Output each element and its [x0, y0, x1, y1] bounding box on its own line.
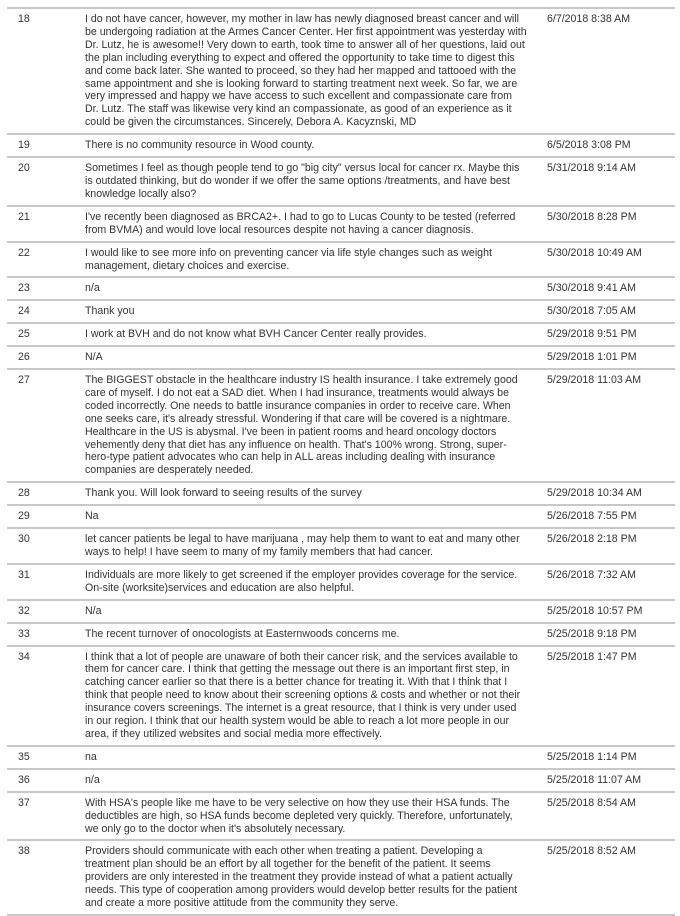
response-text: I think that a lot of people are unaware of both their cancer risk, and the services available to them for cancer care. I think that getting the message out there is an important first step, in catching cancer earlier so that there is a better chance for treating it. With that I think that I think that people need to know about their screening options & costs and whether or not their insurance covers screenings. The internet is a great resource, that I think is very under used in our region. I think that our health system would be able to reach a lot more people in our area, if they utilized websites and social media more effectively. — [85, 650, 521, 740]
response-text: N/a — [85, 604, 102, 617]
response-text: I work at BVH and do not know what BVH Cancer Center really provides. — [85, 328, 427, 341]
table-row — [7, 601, 675, 624]
response-text: n/a — [85, 773, 100, 786]
table-row — [7, 9, 675, 135]
table-row — [7, 770, 675, 793]
response-number: 21 — [18, 210, 30, 223]
response-number: 30 — [18, 533, 30, 546]
response-text: I would like to see more info on preventing cancer via life style changes such as weight management, dietary choices and exercise. — [85, 246, 492, 272]
response-number: 31 — [18, 568, 30, 581]
response-number: 37 — [18, 796, 30, 809]
response-number: 20 — [18, 162, 30, 175]
response-date: 6/7/2018 8:38 AM — [547, 13, 631, 25]
response-text: The BIGGEST obstacle in the healthcare industry IS health insurance. I take extremely good care of myself. I do not eat a SAD diet. When I had insurance, treatments would always be coded incorrectly. One needs to battle insurance companies in order to receive care. When one seeks care, it's already stressful. Wondering if that care will be covered is a nightmare. Healthcare in the US is abysmal. I've been in patient rooms and heard oncology doctors vehemently deny that diet has any influence on health. That's 100% wrong. Strong, super-hero-type patient advocates who can help in ALL areas including dealing with insurance companies are desperately needed. — [85, 374, 518, 477]
response-text: I do not have cancer, however, my mother in law has newly diagnosed breast cancer and will be undergoing radiation at the Armes Cancer Center. Her first appointment was yesterday with Dr. Lutz, he is awesome!! Very down to earth, took time to answer all of her questions, laid out the plan including everything to expect and offered the opportunity to take time to digest this and come back later. She wanted to proceed, so they had her mapped and tattooed with the same appointment and she is looking forward to starting treatment next week. So far, we are very impressed and happy we have access to such excellent and compassionate care from Dr. Lutz. The staff was likewise very kind an compassionate, as good of an experience as it could be given the circumstances. Sincerely, Debora A. Kacyznski, MD — [85, 13, 527, 129]
response-date: 5/25/2018 10:57 PM — [547, 604, 643, 617]
response-date: 5/26/2018 7:32 AM — [547, 568, 636, 581]
table-row — [7, 647, 675, 747]
table-row — [7, 158, 675, 207]
response-text: Thank you — [85, 305, 135, 318]
response-text: Thank you. Will look forward to seeing results of the survey — [85, 487, 362, 500]
response-date: 5/25/2018 1:47 PM — [547, 650, 637, 663]
response-text: N/A — [85, 351, 103, 364]
response-number: 22 — [18, 246, 30, 259]
responses-table — [7, 7, 675, 916]
response-text: Sometimes I feel as though people tend to go "big city" versus local for cancer rx. Maybe this is outdated thinking, but do wonder if we offer the same options /treatments, and have best knowledge locally also? — [85, 162, 520, 200]
response-date: 5/25/2018 8:54 AM — [547, 796, 636, 809]
response-date: 5/29/2018 1:01 PM — [547, 351, 637, 364]
table-row — [7, 324, 675, 347]
response-number: 36 — [18, 773, 30, 786]
response-number: 19 — [18, 139, 30, 152]
response-date: 5/25/2018 9:18 PM — [547, 627, 637, 640]
response-date: 5/30/2018 10:49 AM — [547, 246, 642, 259]
response-number: 33 — [18, 627, 30, 640]
table-row — [7, 565, 675, 601]
table-row — [7, 483, 675, 506]
response-text: na — [85, 750, 97, 763]
response-date: 6/5/2018 3:08 PM — [547, 139, 631, 152]
response-date: 5/29/2018 10:34 AM — [547, 487, 642, 500]
response-date: 5/30/2018 8:28 PM — [547, 210, 637, 223]
response-text: With HSA's people like me have to be very selective on how they use their HSA funds. The deductibles are high, so HSA funds become depleted very quickly. Therefore, unfortunately, we only go to the doctor when it's absolutely necessary. — [85, 796, 513, 835]
table-row — [7, 747, 675, 770]
table-row — [7, 841, 675, 916]
table-row — [7, 301, 675, 324]
response-number: 24 — [18, 305, 30, 318]
response-text: There is no community resource in Wood county. — [85, 139, 315, 152]
response-text: Na — [85, 510, 99, 523]
response-date: 5/31/2018 9:14 AM — [547, 162, 636, 175]
response-number: 32 — [18, 604, 30, 617]
response-text: n/a — [85, 282, 100, 295]
response-date: 5/26/2018 2:18 PM — [547, 533, 637, 546]
table-row — [7, 529, 675, 565]
response-text: The recent turnover of onocologists at Easternwoods concerns me. — [85, 627, 400, 640]
response-text: I've recently been diagnosed as BRCA2+. I had to go to Lucas County to be tested (referred from BVMA) and would love local resources despite not having a cancer diagnosis. — [85, 210, 516, 236]
table-row — [7, 135, 675, 158]
response-number: 23 — [18, 282, 30, 295]
table-row — [7, 243, 675, 279]
response-number: 29 — [18, 510, 30, 523]
response-date: 5/30/2018 7:05 AM — [547, 305, 636, 318]
response-number: 27 — [18, 374, 30, 387]
response-number: 35 — [18, 750, 30, 763]
response-number: 25 — [18, 328, 30, 341]
response-number: 26 — [18, 351, 30, 364]
table-row — [7, 624, 675, 647]
table-row — [7, 506, 675, 529]
response-date: 5/29/2018 9:51 PM — [547, 328, 637, 341]
response-number: 34 — [18, 650, 30, 663]
response-date: 5/30/2018 9:41 AM — [547, 282, 636, 295]
response-number: 38 — [18, 845, 30, 858]
response-text: Individuals are more likely to get screened if the employer provides coverage for the service. On-site (worksite)services and education are also helpful. — [85, 568, 518, 594]
table-row — [7, 278, 675, 301]
response-date: 5/26/2018 7:55 PM — [547, 510, 637, 523]
table-row — [7, 347, 675, 370]
table-row — [7, 207, 675, 243]
response-date: 5/25/2018 1:14 PM — [547, 750, 637, 763]
response-number: 18 — [18, 13, 30, 25]
response-date: 5/25/2018 8:52 AM — [547, 845, 636, 858]
response-text: Providers should communicate with each other when treating a patient. Developing a treatment plan should be an effort by all together for the benefit of the patient. It seems providers are only interested in the treatment they provide instead of what a patient actually needs. This type of cooperation among providers would develop better results for the patient and create a more positive attitude from the community they serve. — [85, 845, 518, 910]
response-text: let cancer patients be legal to have marijuana , may help them to want to eat and many other ways to help! I have seem to many of my family members that had cancer. — [85, 533, 520, 558]
table-row — [7, 793, 675, 842]
table-row — [7, 370, 675, 483]
response-number: 28 — [18, 487, 30, 500]
response-date: 5/25/2018 11:07 AM — [547, 773, 642, 786]
response-date: 5/29/2018 11:03 AM — [547, 374, 642, 387]
